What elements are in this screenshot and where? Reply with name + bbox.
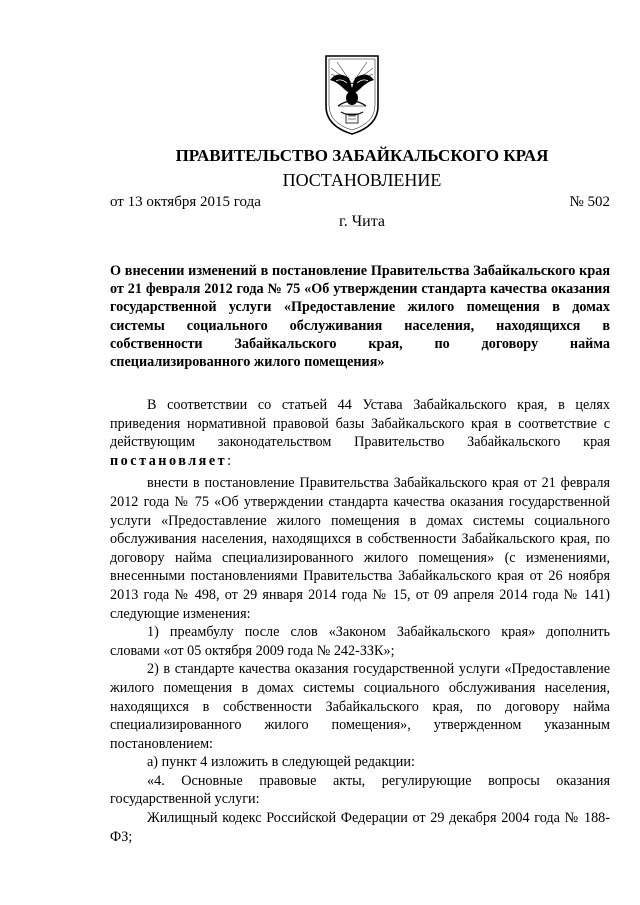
document-number: № 502	[569, 194, 610, 210]
government-title: ПРАВИТЕЛЬСТВО ЗАБАЙКАЛЬСКОГО КРАЯ	[175, 146, 549, 165]
document-date: от 13 октября 2015 года	[110, 194, 261, 210]
document-body	[110, 396, 610, 846]
coat-of-arms-icon	[323, 54, 381, 136]
housing-code-paragraph: Жилищный кодекс Российской Федерации от 29 декабря 2004 года № 188-ФЗ;	[110, 810, 610, 845]
item-2-paragraph: 2) в стандарте качества оказания государственной услуги «Предоставление жилого помещения в домах системы социального обслуживания населения, находящихся в собственности Забайкальского края, по договору найма специализированного жилого помещения», утвержденном указанным постановлением:	[110, 661, 610, 752]
quote-point-4-paragraph: «4. Основные правовые акты, регулирующие вопросы оказания государственной услуги:	[110, 772, 610, 808]
document-type: ПОСТАНОВЛЕНИЕ	[282, 170, 442, 190]
preamble-paragraph	[110, 396, 610, 470]
decree-word: постановляет	[110, 452, 228, 469]
item-1-paragraph: 1) преамбулу после слов «Законом Забайкальского края» дополнить словами «от 05 октября 2009 года № 242-ЗЗК»;	[110, 624, 610, 659]
decree-colon: :	[227, 452, 232, 469]
preamble-text: В соответствии со статьей 44 Устава Забайкальского края, в целях приведения нормативной правовой базы Забайкальского края в соответствие с действующим законодательством Правительство Забайкальского края	[110, 397, 610, 451]
document-city: г. Чита	[338, 213, 385, 230]
main-paragraph: внести в постановление Правительства Забайкальского края от 21 февраля 2012 года № 75 «Об утверждении стандарта качества оказания государственной услуги «Предоставление жилого помещения в домах системы социального обслуживания населения, находящихся в собственности Забайкальского края, по договору найма специализированного жилого помещения» (с изменениями, внесенными постановлениями Правительства Забайкальского края от 26 ноября 2013 года № 498, от 29 января 2014 года № 15, от 09 апреля 2014 года № 141) следующие изменения:	[110, 475, 610, 622]
item-2a-paragraph: а) пункт 4 изложить в следующей редакции:	[147, 754, 415, 771]
document-subject: О внесении изменений в постановление Правительства Забайкальского края от 21 февраля 2012 года № 75 «Об утверждении стандарта качества оказания государственной услуги «Предоставление жилого помещения в домах системы социального обслуживания населения, находящихся в собственности Забайкальского края, по договору найма специализированного жилого помещения»	[110, 263, 610, 371]
